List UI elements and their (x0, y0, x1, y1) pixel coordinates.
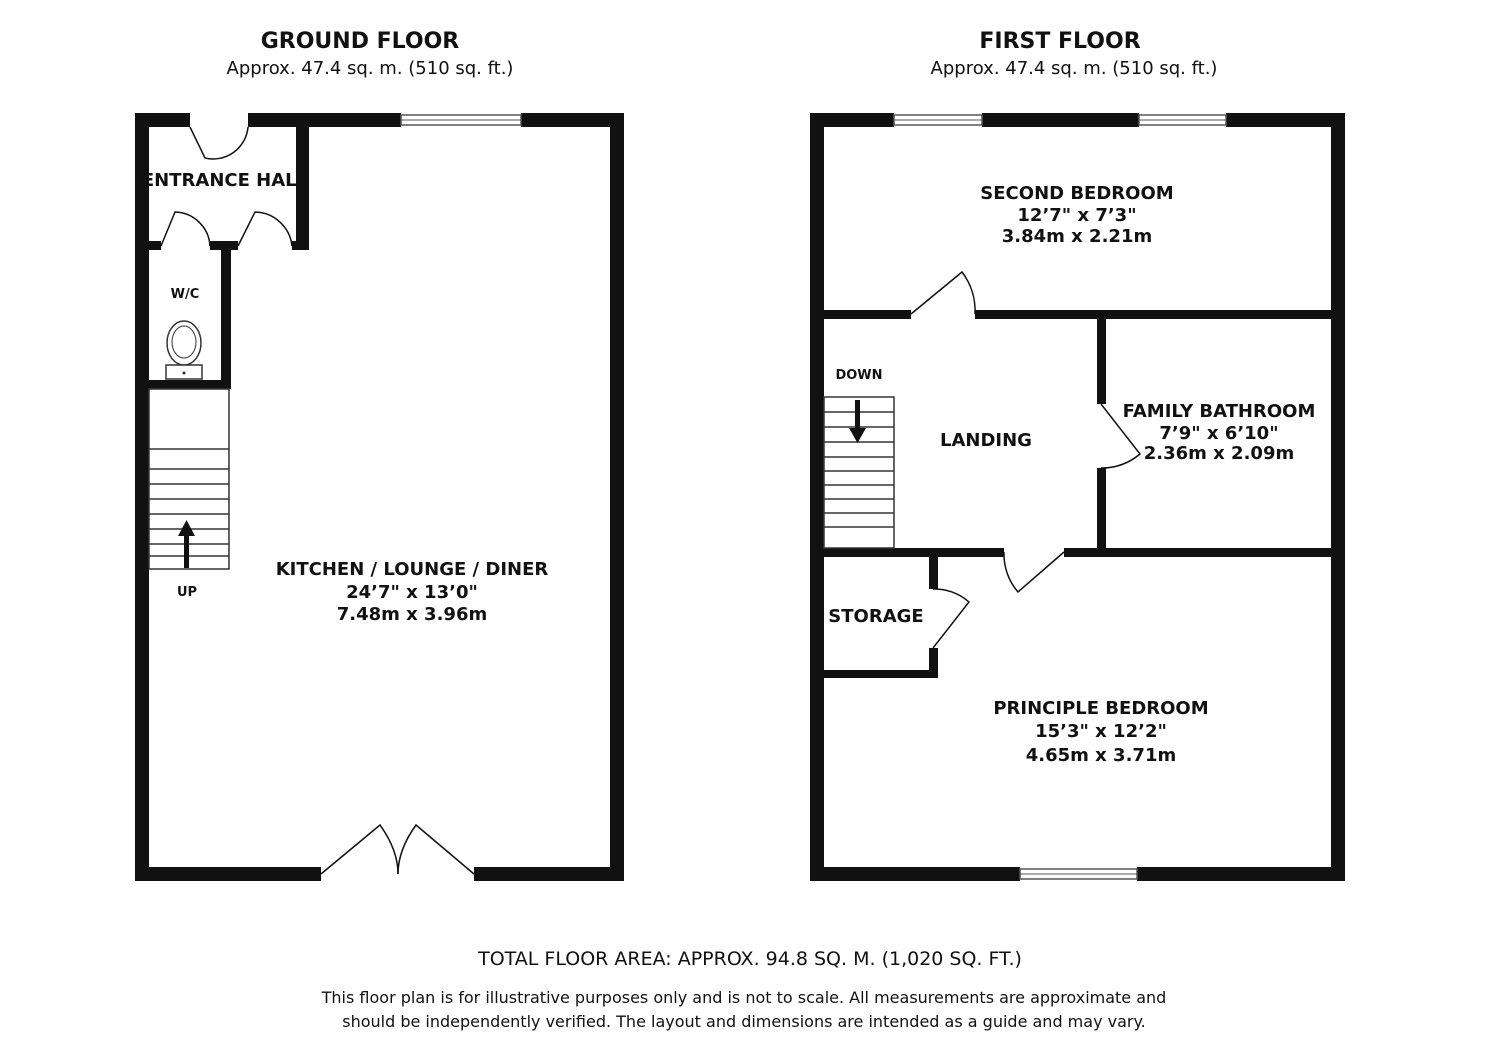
second-bedroom-door-icon (911, 272, 975, 314)
ground-left-wall (135, 113, 149, 881)
principle-bedroom-metric: 4.65m x 3.71m (1025, 745, 1177, 766)
bathroom-wall-b (1097, 468, 1106, 557)
first-right-wall (1331, 113, 1345, 881)
storage-door-icon (933, 589, 969, 648)
entrance-hall-bottom-wall-b (292, 241, 309, 250)
patio-door-left-icon (321, 825, 398, 874)
bathroom-wall-a (1097, 319, 1106, 404)
first-stairs (824, 397, 894, 548)
ground-floor-area: Approx. 47.4 sq. m. (510 sq. ft.) (226, 58, 514, 79)
wc-right-wall (221, 250, 231, 388)
ground-bottom-wall-a (135, 867, 321, 881)
principle-bedroom-imperial: 15’3" x 12’2" (1035, 721, 1167, 742)
storage-label: STORAGE (828, 606, 924, 627)
first-floor-plan (810, 29, 1345, 881)
principle-bedroom-name: PRINCIPLE BEDROOM (993, 698, 1209, 719)
ground-bottom-wall-b (474, 867, 624, 881)
storage-bottom-wall (824, 670, 938, 678)
landing-label: LANDING (940, 430, 1032, 451)
wc-bottom-wall (149, 380, 231, 389)
patio-door-right-icon (398, 825, 474, 874)
ground-top-wall-c (521, 113, 624, 127)
bathroom-imperial: 7’9" x 6’10" (1159, 423, 1279, 444)
wc-label: W/C (170, 287, 200, 302)
entrance-hall-label: ENTRANCE HALL (141, 170, 309, 191)
ground-floor-plan (135, 29, 624, 881)
ground-top-wall-b (248, 113, 401, 127)
ground-right-wall (610, 113, 624, 881)
second-bedroom-wall-a (824, 310, 911, 319)
front-door-icon (190, 127, 248, 159)
principle-bedroom-door-icon (1004, 552, 1064, 592)
kitchen-metric: 7.48m x 3.96m (336, 604, 488, 625)
first-floor-area: Approx. 47.4 sq. m. (510 sq. ft.) (930, 58, 1218, 79)
storage-wall-a (929, 557, 938, 589)
disclaimer-line-1: This floor plan is for illustrative purposes only and is not to scale. All measurements are approximate and (321, 988, 1167, 1007)
second-bedroom-name: SECOND BEDROOM (980, 183, 1174, 204)
ground-top-wall-a (135, 113, 190, 127)
kitchen-imperial: 24’7" x 13’0" (346, 582, 478, 603)
bathroom-metric: 2.36m x 2.09m (1143, 443, 1295, 464)
second-bedroom-metric: 3.84m x 2.21m (1001, 226, 1153, 247)
entrance-hall-bottom-wall (210, 241, 238, 250)
bathroom-name: FAMILY BATHROOM (1122, 401, 1316, 422)
up-label: UP (176, 585, 198, 600)
landing-bottom-wall-b (1064, 548, 1331, 557)
ground-floor-title: GROUND FLOOR (260, 29, 460, 54)
first-floor-title: FIRST FLOOR (979, 29, 1141, 54)
hall-inner-door-icon (238, 212, 292, 246)
down-label: DOWN (835, 368, 883, 383)
second-bedroom-wall-b (975, 310, 1331, 319)
disclaimer-line-2: should be independently verified. The layout and dimensions are intended as a guide and may vary. (342, 1012, 1146, 1031)
total-floor-area: TOTAL FLOOR AREA: APPROX. 94.8 SQ. M. (1,020 SQ. FT.) (478, 948, 1022, 970)
wc-door-icon (161, 212, 210, 246)
kitchen-name: KITCHEN / LOUNGE / DINER (275, 559, 549, 580)
landing-bottom-wall-a (824, 548, 1004, 557)
second-bedroom-imperial: 12’7" x 7’3" (1017, 205, 1137, 226)
first-left-wall (810, 113, 824, 881)
toilet-icon (166, 321, 202, 379)
ground-stairs (149, 389, 229, 569)
